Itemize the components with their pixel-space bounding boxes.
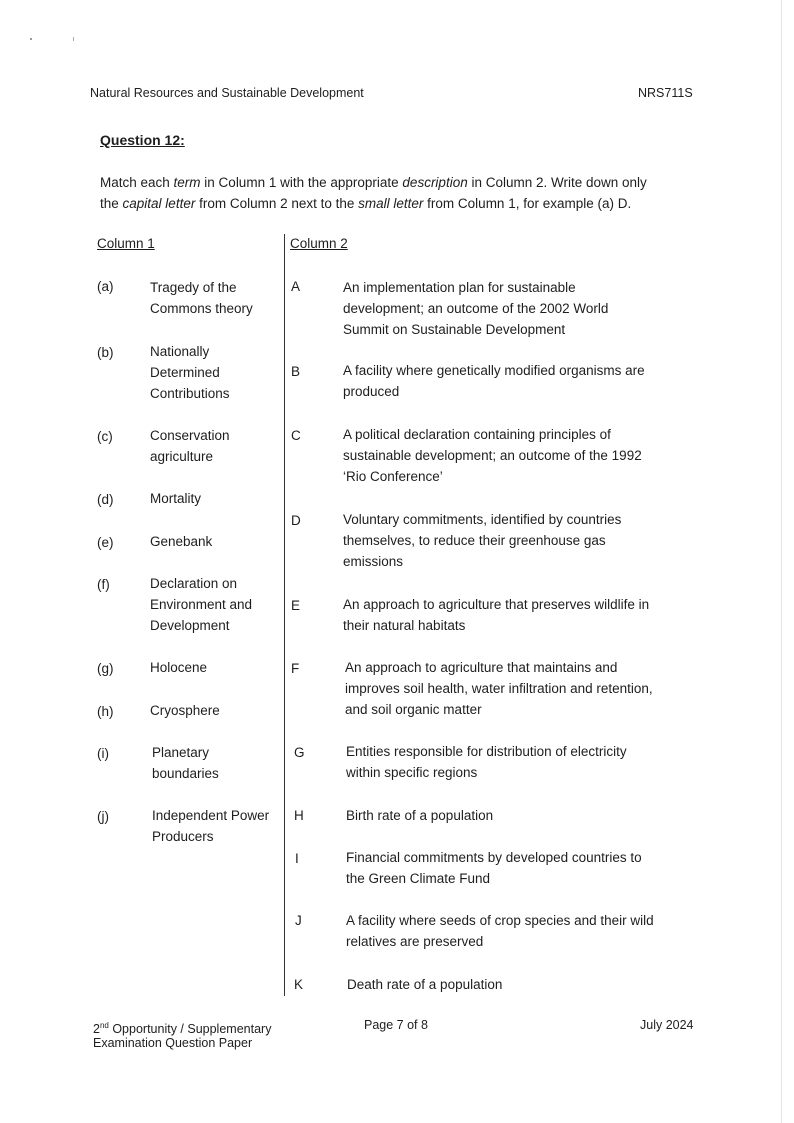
column-2-letter: G	[294, 745, 305, 760]
course-code: NRS711S	[638, 86, 693, 100]
column-1-term: Mortality	[150, 491, 202, 506]
column-2-letter: K	[294, 977, 304, 992]
column-2-description: A political declaration containing principles of sustainable development; an outcome of the 1992 ‘Rio Conference’	[343, 427, 642, 484]
column-1-term: Tragedy of the Commons theory	[150, 280, 253, 316]
column-2-letter: E	[291, 598, 301, 613]
column-1-label: (d)	[97, 492, 114, 507]
column-2-letter: C	[291, 428, 301, 443]
column-2-heading: Column 2	[290, 236, 348, 251]
instr-text: in Column 1 with the appropriate	[200, 175, 403, 190]
instr-text: from Column 1, for example (a) D.	[423, 196, 632, 211]
page-edge-shadow	[781, 0, 782, 1123]
instr-text: the	[100, 196, 123, 211]
instr-text: Match each	[100, 175, 174, 190]
column-1-term: Conservation agriculture	[150, 428, 230, 464]
column-2-letter: J	[295, 913, 302, 928]
column-2-description: Entities responsible for distribution of electricity within specific regions	[346, 744, 627, 780]
footer-paper-type: Examination Question Paper	[93, 1036, 253, 1050]
column-2-letter: I	[295, 851, 299, 866]
instr-emphasis: small letter	[358, 196, 424, 211]
column-1-label: (c)	[97, 429, 113, 444]
footer-superscript: nd	[99, 1021, 109, 1030]
column-1-term: Planetary boundaries	[152, 745, 219, 781]
instr-text: in Column 2. Write down only	[467, 175, 647, 190]
column-2-description: A facility where seeds of crop species and their wild relatives are preserved	[346, 913, 654, 949]
column-1-term: Holocene	[150, 660, 208, 675]
column-divider	[284, 234, 285, 996]
column-1-term: Independent Power Producers	[152, 808, 270, 844]
column-2-description: Birth rate of a population	[346, 808, 494, 823]
column-1-label: (b)	[97, 345, 114, 360]
column-2-description: Voluntary commitments, identified by countries themselves, to reduce their greenhouse gas emissions	[343, 512, 622, 569]
column-2-letter: B	[291, 364, 301, 379]
column-1-term: Nationally Determined Contributions	[150, 344, 230, 401]
instructions-line-2	[100, 193, 631, 214]
column-2-letter: F	[291, 661, 300, 676]
scan-speck	[73, 37, 74, 41]
column-1-term: Genebank	[150, 534, 213, 549]
instr-text: from Column 2 next to the	[195, 196, 359, 211]
column-2-description: A facility where genetically modified organisms are produced	[343, 363, 645, 399]
column-2-description: An implementation plan for sustainable development; an outcome of the 2002 World Summit on Sustainable Development	[343, 280, 609, 337]
column-1-label: (i)	[97, 746, 109, 761]
column-2-description: Financial commitments by developed countries to the Green Climate Fund	[346, 850, 642, 886]
scan-speck	[30, 38, 32, 40]
column-1-label: (h)	[97, 704, 114, 719]
column-1-label: (a)	[97, 279, 114, 294]
instr-emphasis: capital letter	[122, 196, 196, 211]
column-1-heading: Column 1	[97, 236, 155, 251]
column-2-description: An approach to agriculture that preserves wildlife in their natural habitats	[343, 597, 650, 633]
column-1-label: (j)	[97, 809, 109, 824]
column-1-term: Cryosphere	[150, 703, 220, 718]
page-number: Page 7 of 8	[364, 1018, 428, 1032]
column-2-description: An approach to agriculture that maintains and improves soil health, water infiltration and retention, and soil organic matter	[345, 660, 653, 717]
column-1-label: (e)	[97, 535, 114, 550]
instr-emphasis: description	[402, 175, 468, 190]
column-2-letter: A	[291, 279, 301, 294]
instructions-line-1	[100, 172, 647, 193]
footer-text: Opportunity / Supplementary	[108, 1022, 272, 1037]
instr-emphasis: term	[173, 175, 201, 190]
course-title: Natural Resources and Sustainable Development	[90, 86, 364, 100]
column-2-letter: D	[291, 513, 301, 528]
question-title: Question 12:	[100, 132, 185, 148]
column-1-term: Declaration on Environment and Development	[150, 576, 253, 633]
exam-date: July 2024	[640, 1018, 694, 1032]
footer-text: 2	[93, 1022, 100, 1037]
column-2-description: Death rate of a population	[347, 977, 503, 992]
column-1-label: (f)	[97, 577, 110, 592]
column-2-letter: H	[294, 808, 304, 823]
column-1-label: (g)	[97, 661, 114, 676]
